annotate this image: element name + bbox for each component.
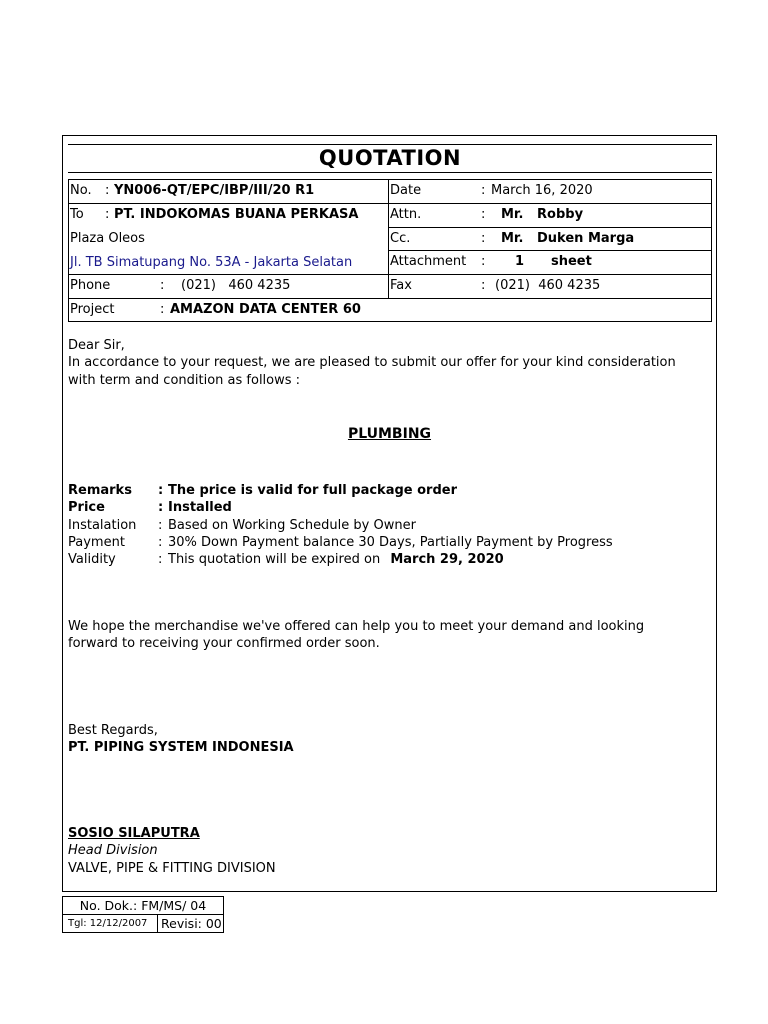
term-colon: :	[158, 483, 164, 498]
regards: Best Regards,	[68, 723, 158, 738]
phone-value: (021) 460 4235	[181, 278, 291, 293]
document-control-box	[62, 896, 224, 933]
project-name: AMAZON DATA CENTER 60	[170, 302, 361, 317]
date-value: March 16, 2020	[491, 183, 593, 198]
attn-label: Attn.	[390, 207, 422, 222]
attachment-count: 1	[515, 254, 525, 269]
attachment-label: Attachment	[390, 254, 467, 269]
phone-label: Phone	[70, 278, 111, 293]
validity-text: This quotation will be expired on	[168, 552, 381, 567]
intro-line2: with term and condition as follows :	[68, 373, 301, 388]
fax-label: Fax	[390, 278, 412, 293]
no-colon: :	[105, 183, 110, 198]
term-label-price: Price	[68, 500, 105, 515]
project-colon: :	[160, 302, 165, 317]
project-label: Project	[70, 302, 115, 317]
row-divider	[69, 274, 711, 275]
term-colon: :	[158, 552, 163, 567]
signatory-title: Head Division	[68, 843, 158, 858]
doc-revision: Revisi: 00	[161, 916, 222, 931]
quotation-number: YN006-QT/EPC/IBP/III/20 R1	[114, 183, 315, 198]
closing-line1: We hope the merchandise we've offered can help you to meet your demand and looking	[68, 619, 645, 634]
term-label-payment: Payment	[68, 535, 125, 550]
date-label: Date	[390, 183, 422, 198]
intro-line1: In accordance to your request, we are pleased to submit our offer for your kind consideration	[68, 355, 676, 370]
validity-date: March 29, 2020	[390, 552, 504, 567]
header-info-table	[68, 179, 712, 322]
signatory-name: SOSIO SILAPUTRA	[68, 826, 200, 841]
cc-colon: :	[481, 231, 486, 246]
phone-colon: :	[160, 278, 165, 293]
recipient-company: PT. INDOKOMAS BUANA PERKASA	[114, 207, 359, 222]
column-divider	[388, 180, 389, 299]
attachment-unit: sheet	[551, 254, 592, 269]
term-label-validity: Validity	[68, 552, 116, 567]
term-colon: :	[158, 518, 163, 533]
cc-value: Mr. Duken Marga	[501, 231, 635, 246]
fax-colon: :	[481, 278, 486, 293]
signatory-division: VALVE, PIPE & FITTING DIVISION	[68, 861, 276, 876]
section-title: PLUMBING	[347, 426, 432, 442]
row-divider	[69, 203, 388, 204]
term-value-price: Installed	[168, 500, 232, 515]
term-colon: :	[158, 535, 163, 550]
salutation: Dear Sir,	[68, 338, 125, 353]
row-divider	[388, 227, 711, 228]
row-divider	[388, 250, 711, 251]
to-label: To	[70, 207, 84, 222]
doc-number: No. Dok.: FM/MS/ 04	[63, 897, 223, 915]
attn-colon: :	[481, 207, 486, 222]
attachment-colon: :	[481, 254, 486, 269]
term-colon: :	[158, 500, 164, 515]
term-value-payment: 30% Down Payment balance 30 Days, Partially Payment by Progress	[168, 535, 613, 550]
date-colon: :	[481, 183, 486, 198]
sender-company: PT. PIPING SYSTEM INDONESIA	[68, 740, 294, 755]
to-colon: :	[105, 207, 110, 222]
no-label: No.	[70, 183, 92, 198]
attn-value: Mr. Robby	[501, 207, 584, 222]
doc-date: Tgl: 12/12/2007	[63, 915, 158, 932]
term-value-remarks: The price is valid for full package order	[168, 483, 457, 498]
term-value-validity	[168, 551, 504, 568]
address-line1: Plaza Oleos	[70, 231, 145, 246]
document-title: QUOTATION	[318, 146, 462, 170]
term-value-instalation: Based on Working Schedule by Owner	[168, 518, 416, 533]
fax-value: (021) 460 4235	[495, 278, 601, 293]
cc-label: Cc.	[390, 231, 411, 246]
closing-line2: forward to receiving your confirmed order soon.	[68, 636, 380, 651]
row-divider	[69, 298, 711, 299]
address-line2: Jl. TB Simatupang No. 53A - Jakarta Selatan	[70, 255, 353, 270]
row-divider	[388, 203, 711, 204]
term-label-instalation: Instalation	[68, 518, 137, 533]
title-bar	[68, 144, 712, 173]
term-label-remarks: Remarks	[68, 483, 132, 498]
